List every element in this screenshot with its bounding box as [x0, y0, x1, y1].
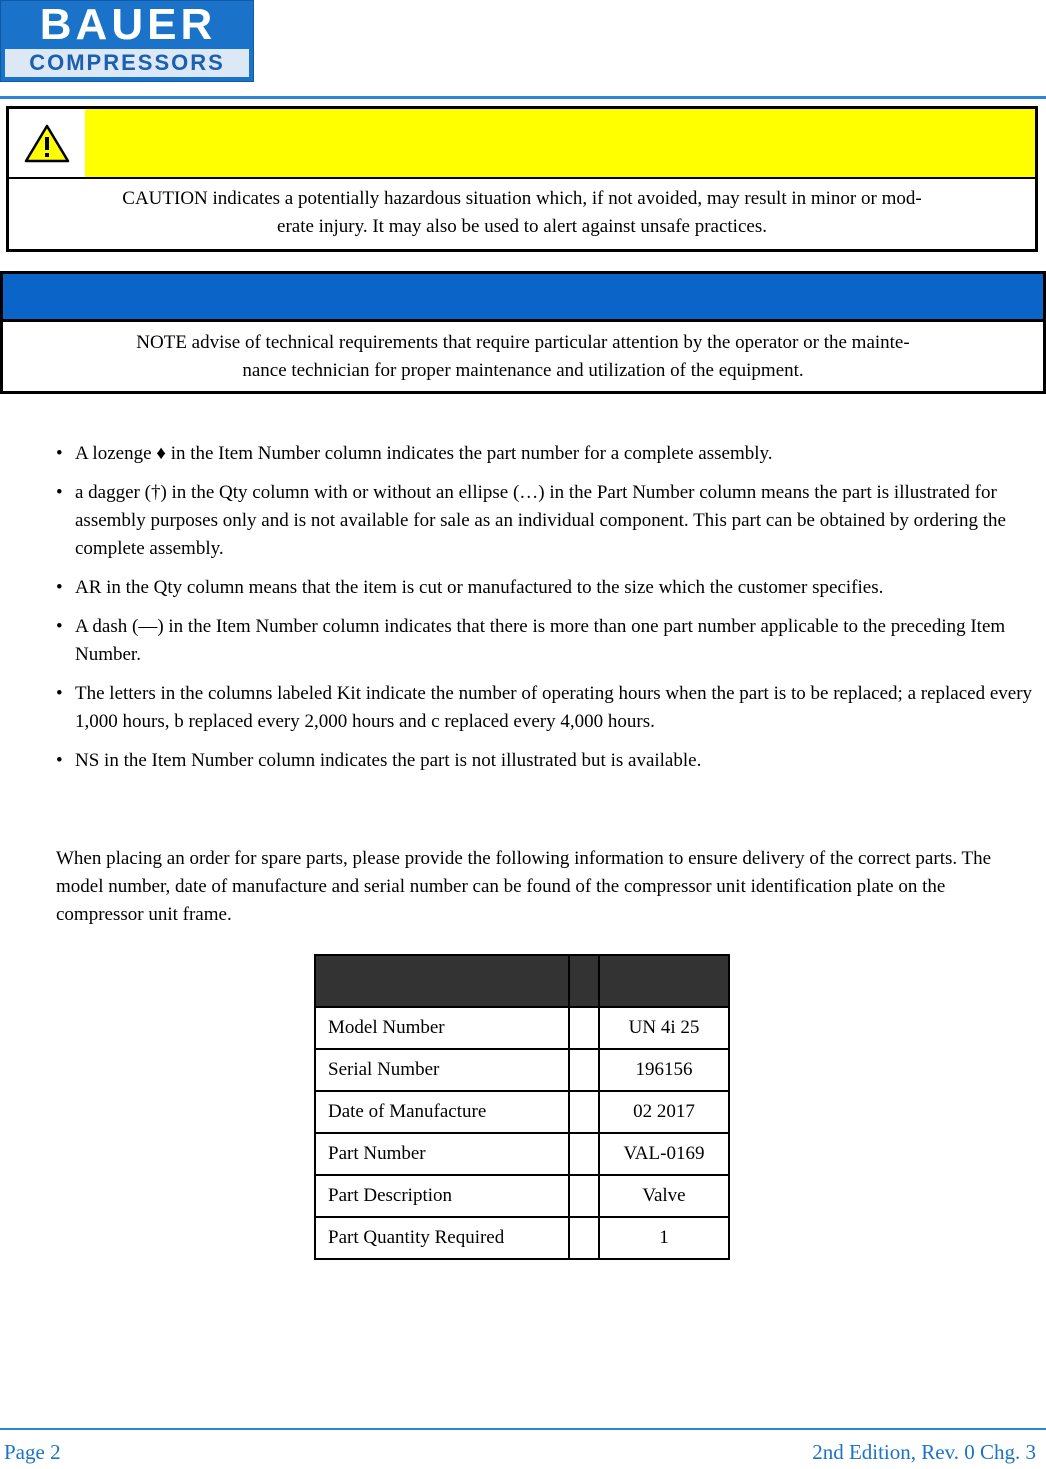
list-item: • A dash (—) in the Item Number column indicates that there is more than one part number applicable to the preceding Item Number. [56, 616, 1006, 665]
list-item-text: AR in the Qty column means that the item is cut or manufactured to the size which the customer specifies. [75, 577, 884, 598]
table-row [315, 1217, 729, 1259]
list-item: • NS in the Item Number column indicates the part is not illustrated but is available. [56, 750, 702, 771]
list-item-text: a dagger (†) in the Qty column with or without an ellipse (…) in the Part Number column means the part is illustrated for assembly purposes only and is not available for sale as an individual component. This part can be obtained by ordering the complete assembly. [75, 482, 1006, 559]
table-label: Serial Number [315, 1049, 569, 1091]
table-row [315, 1175, 729, 1217]
table-row [315, 1091, 729, 1133]
bauer-logo [0, 0, 254, 82]
logo-sub-text: COMPRESSORS [5, 49, 249, 77]
list-item: • The letters in the columns labeled Kit indicate the number of operating hours when the part is to be replaced; a replaced every 1,000 hours, b replaced every 2,000 hours and c replaced every 4,000 hours. [56, 683, 1033, 732]
table-value: 1 [599, 1217, 729, 1259]
note-text-line: nance technician for proper maintenance and utilization of the equipment. [242, 360, 804, 381]
header-rule [0, 96, 1046, 99]
table-label: Part Quantity Required [315, 1217, 569, 1259]
caution-text-line: erate injury. It may also be used to alert against unsafe practices. [277, 216, 767, 237]
table-spacer [569, 1007, 599, 1049]
table-value: 196156 [599, 1049, 729, 1091]
list-item-text: A dash (—) in the Item Number column indicates that there is more than one part number applicable to the preceding Item Number. [75, 616, 1006, 665]
table-label: Part Description [315, 1175, 569, 1217]
table-label: Date of Manufacture [315, 1091, 569, 1133]
caution-banner [85, 109, 1035, 177]
table-header-cell [315, 955, 569, 1007]
table-value: Valve [599, 1175, 729, 1217]
table-spacer [569, 1091, 599, 1133]
table-spacer [569, 1133, 599, 1175]
caution-header [9, 109, 1035, 179]
caution-box [6, 106, 1038, 252]
table-row [315, 1049, 729, 1091]
table-header-cell [569, 955, 599, 1007]
list-item: • a dagger (†) in the Qty column with or without an ellipse (…) in the Part Number column means the part is illustrated for assembly purposes only and is not available for sale as an individual component. This part can be obtained by ordering the complete assembly. [56, 482, 1006, 559]
order-info-table [314, 954, 730, 1260]
list-item: • AR in the Qty column means that the item is cut or manufactured to the size which the customer specifies. [56, 577, 884, 598]
order-info-paragraph: When placing an order for spare parts, please provide the following information to ensure delivery of the correct parts. The model number, date of manufacture and serial number can be found of the compressor unit identification plate on the compressor unit frame. [56, 848, 992, 925]
table-header-cell [599, 955, 729, 1007]
table-row [315, 1007, 729, 1049]
caution-icon-cell [9, 109, 85, 177]
table-value: 02 2017 [599, 1091, 729, 1133]
warning-triangle-icon [24, 123, 70, 163]
table-value: UN 4i 25 [599, 1007, 729, 1049]
note-box [0, 271, 1046, 394]
table-label: Part Number [315, 1133, 569, 1175]
list-item-text: NS in the Item Number column indicates the part is not illustrated but is available. [75, 750, 702, 771]
table-header-row [315, 955, 729, 1007]
list-item-text: The letters in the columns labeled Kit indicate the number of operating hours when the part is to be replaced; a replaced every 1,000 hours, b replaced every 2,000 hours and c replaced every 4,000 hours. [75, 683, 1033, 732]
table-spacer [569, 1175, 599, 1217]
note-text-line: NOTE advise of technical requirements that require particular attention by the operator or the mainte- [136, 332, 910, 353]
logo-brand-text: BAUER [39, 0, 217, 49]
list-item-text: A lozenge ♦ in the Item Number column indicates the part number for a complete assembly. [75, 443, 773, 464]
table-label: Model Number [315, 1007, 569, 1049]
table-row [315, 1133, 729, 1175]
footer-rule [0, 1428, 1046, 1430]
table-spacer [569, 1217, 599, 1259]
list-item: • A lozenge ♦ in the Item Number column indicates the part number for a complete assembly. [56, 443, 773, 464]
page-number: Page 2 [4, 1440, 61, 1464]
table-value: VAL-0169 [599, 1133, 729, 1175]
note-text [13, 329, 1033, 385]
bullet-list [56, 440, 1040, 786]
note-banner [3, 274, 1043, 322]
table-spacer [569, 1049, 599, 1091]
caution-text-line: CAUTION indicates a potentially hazardous situation which, if not avoided, may result in minor or mod- [122, 188, 922, 209]
caution-text [19, 185, 1025, 241]
edition-info: 2nd Edition, Rev. 0 Chg. 3 [812, 1440, 1036, 1464]
